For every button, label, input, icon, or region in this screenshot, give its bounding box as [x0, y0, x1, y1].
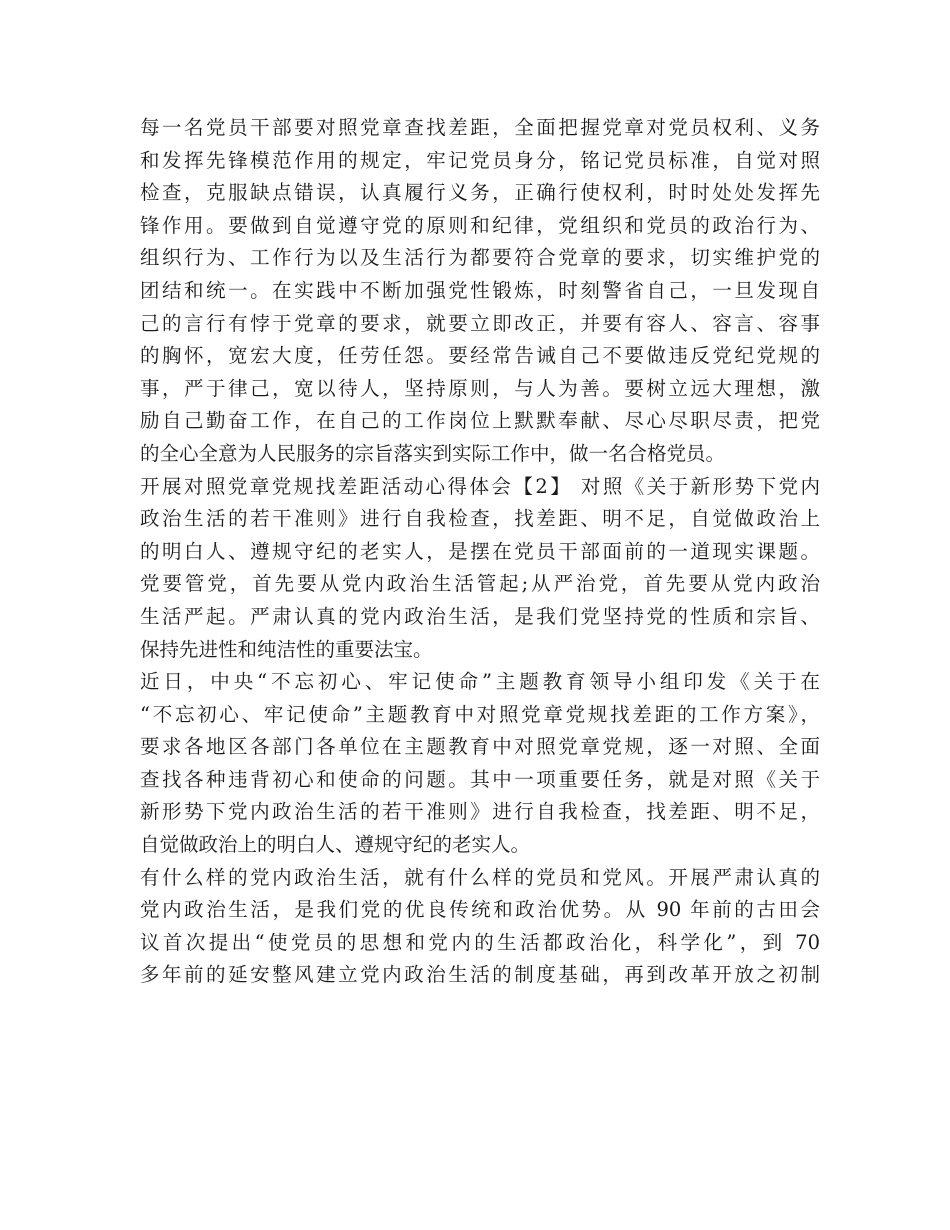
- text-line: 的胸怀，宽宏大度，任劳任怨。要经常告诫自己不要做违反党纪党规的: [140, 344, 820, 368]
- text-line: 党要管党，首先要从党内政治生活管起;从严治党，首先要从党内政治: [140, 572, 820, 596]
- text-line: 自觉做政治上的明白人、遵规守纪的老实人。: [140, 833, 531, 857]
- text-line: 有什么样的党内政治生活，就有什么样的党员和党风。开展严肃认真的: [140, 865, 820, 889]
- text-line: 每一名党员干部要对照党章查找差距，全面把握党章对党员权利、义务: [140, 116, 820, 139]
- text-line: 议首次提出“使党员的思想和党内的生活都政治化，科学化”，到 70: [140, 930, 820, 954]
- text-line: 的明白人、遵规守纪的老实人，是摆在党员干部面前的一道现实课题。: [140, 539, 820, 563]
- text-line: 事，严于律己，宽以待人，坚持原则，与人为善。要树立远大理想，激: [140, 376, 820, 400]
- text-line: 开展对照党章党规找差距活动心得体会【2】 对照《关于新形势下党内: [140, 474, 820, 498]
- text-line: 要求各地区各部门各单位在主题教育中对照党章党规，逐一对照、全面: [140, 735, 820, 759]
- text-line: 政治生活的若干准则》进行自我检查，找差距、明不足，自觉做政治上: [140, 507, 820, 531]
- text-line: 己的言行有悖于党章的要求，就要立即改正，并要有容人、容言、容事: [140, 311, 820, 335]
- text-line: 组织行为、工作行为以及生活行为都要符合党章的要求，切实维护党的: [140, 246, 820, 270]
- text-line: “不忘初心、牢记使命”主题教育中对照党章党规找差距的工作方案》，: [140, 702, 820, 726]
- text-line: 保持先进性和纯洁性的重要法宝。: [140, 637, 433, 661]
- text-line: 励自己勤奋工作，在自己的工作岗位上默默奉献、尽心尽职尽责，把党: [140, 409, 820, 433]
- document-body: [140, 112, 820, 992]
- text-line: 锋作用。要做到自觉遵守党的原则和纪律，党组织和党员的政治行为、: [140, 213, 820, 237]
- text-line: 近日，中央“不忘初心、牢记使命”主题教育领导小组印发《关于在: [140, 670, 820, 694]
- text-line: 查找各种违背初心和使命的问题。其中一项重要任务，就是对照《关于: [140, 767, 820, 791]
- text-line: 生活严起。严肃认真的党内政治生活，是我们党坚持党的性质和宗旨、: [140, 604, 820, 628]
- text-line: 党内政治生活，是我们党的优良传统和政治优势。从 90 年前的古田会: [140, 898, 820, 922]
- text-line: 检查，克服缺点错误，认真履行义务，正确行使权利，时时处处发挥先: [140, 181, 820, 205]
- text-line: 多年前的延安整风建立党内政治生活的制度基础，再到改革开放之初制: [140, 963, 820, 987]
- text-line: 和发挥先锋模范作用的规定，牢记党员身分，铭记党员标准，自觉对照: [140, 148, 820, 172]
- text-line: 新形势下党内政治生活的若干准则》进行自我检查，找差距、明不足，: [140, 800, 820, 824]
- text-line: 团结和统一。在实践中不断加强党性锻炼，时刻警省自己，一旦发现自: [140, 278, 820, 302]
- text-line: 的全心全意为人民服务的宗旨落实到实际工作中，做一名合格党员。: [140, 441, 726, 465]
